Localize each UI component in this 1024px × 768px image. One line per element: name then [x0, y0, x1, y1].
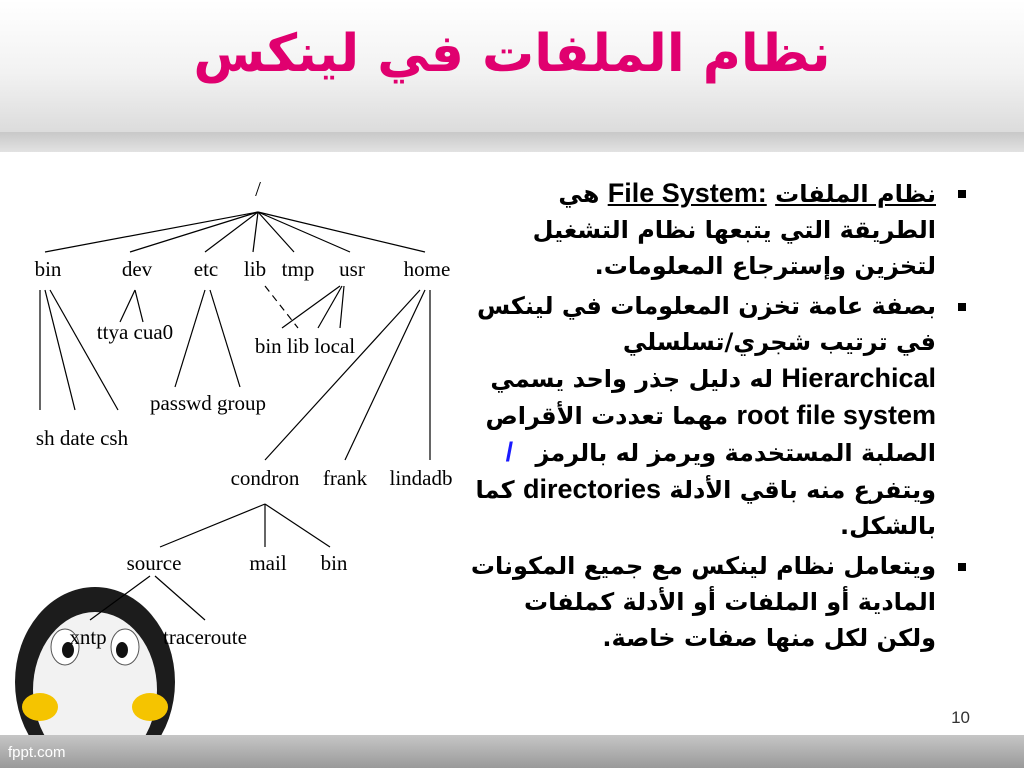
- tree-node-usr: usr: [339, 257, 365, 281]
- bullet-text-part: كما بالشكل.: [475, 476, 936, 540]
- bullet-list: [470, 175, 970, 660]
- term-root-file-system: root file system: [736, 400, 936, 430]
- tree-node-lib: lib: [243, 257, 267, 281]
- bullet-text-part: مهما تعددت الأقراص الصلبة المستخدمة ويرمز له بالرمز: [485, 402, 936, 467]
- tree-node-bin: bin: [34, 257, 62, 281]
- tree-node-sh-date-csh: sh date csh: [35, 426, 129, 450]
- bullet-marker-icon: [958, 563, 966, 571]
- page-number: 10: [951, 708, 970, 727]
- term-arabic: نظام الملفات: [775, 180, 936, 208]
- tree-node-lindadb: lindadb: [389, 466, 453, 490]
- bullet-hierarchy: [470, 288, 970, 544]
- tree-node-condron: condron: [230, 466, 300, 490]
- tree-node-bin-lib-local: bin lib local: [254, 334, 356, 358]
- bullet-marker-icon: [958, 190, 966, 198]
- tree-node-ttya-cua0: ttya cua0: [96, 320, 174, 344]
- root-symbol: /: [505, 437, 514, 467]
- tree-node-mail: mail: [249, 551, 287, 575]
- tree-node-traceroute: traceroute: [163, 625, 247, 649]
- tree-node-root: /: [255, 177, 261, 201]
- tree-node-tmp: tmp: [281, 257, 315, 281]
- bullet-marker-icon: [958, 303, 966, 311]
- tree-node-frank: frank: [322, 466, 368, 490]
- bullet-devices-as-files: [470, 548, 970, 656]
- term-hierarchical: Hierarchical: [781, 363, 936, 393]
- footer-bar: [0, 735, 1024, 768]
- bullet-text-part: بصفة عامة تخزن المعلومات في لينكس في ترتيب شجري/تسلسلي: [477, 292, 936, 356]
- directory-tree-diagram: [0, 152, 470, 735]
- tree-node-source: source: [126, 551, 182, 575]
- penguin-icon: [15, 587, 175, 735]
- tree-branches: [40, 212, 430, 620]
- tree-node-home: home: [403, 257, 451, 281]
- brand-label: fppt.com: [8, 744, 66, 761]
- tree-node-dev: dev: [121, 257, 153, 281]
- tree-node-bin-2: bin: [320, 551, 348, 575]
- bullet-text: هي الطريقة التي يتبعها نظام التشغيل لتخزين وإسترجاع المعلومات.: [532, 180, 936, 280]
- separator-band: [0, 132, 1024, 152]
- bullet-file-system: [470, 175, 970, 284]
- tree-node-etc: etc: [193, 257, 219, 281]
- bullet-text: ويتعامل نظام لينكس مع جميع المكونات المادية أو الملفات أو الأدلة كملفات ولكن لكل منها صفات خاصة.: [470, 552, 936, 652]
- tree-node-xntp: xntp: [69, 625, 107, 649]
- term-directories: directories: [522, 474, 662, 504]
- tree-node-passwd-group: passwd group: [149, 391, 267, 415]
- bullet-text-part: ويتفرع منه باقي الأدلة: [669, 476, 936, 504]
- slide-title: نظام الملفات في لينكس: [193, 24, 831, 84]
- bullet-text-part: له دليل جذر واحد يسمي: [490, 365, 774, 393]
- term-english: File System:: [607, 178, 767, 208]
